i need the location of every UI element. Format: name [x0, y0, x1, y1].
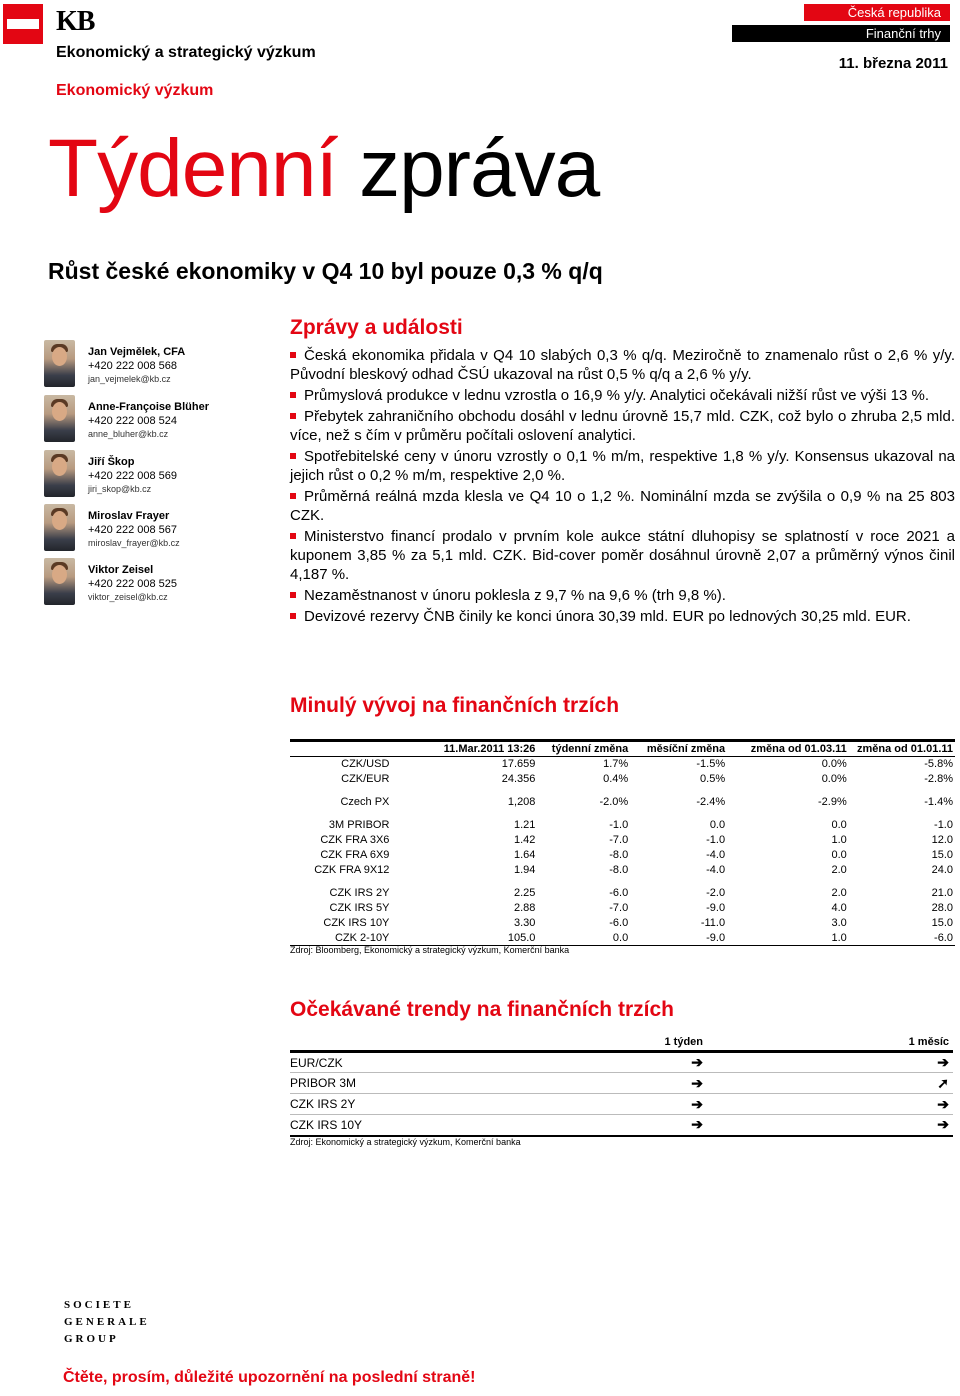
value-cell: -4.0: [706, 864, 726, 876]
table-row: [290, 848, 955, 863]
row-label: CZK IRS 5Y: [329, 902, 390, 914]
table-row: [290, 772, 955, 787]
photo-face: [52, 565, 67, 584]
table-row: [290, 886, 955, 901]
row-label: Czech PX: [340, 796, 390, 808]
news-text: Česká ekonomika přidala v Q4 10 slabých 0,3 % q/q. Meziročně to znamenalo růst o 2,6 % y/y. Původní bleskový odhad ČSÚ ukazoval na růst 0,5 % q/q a 2,6 % y/y.: [290, 347, 955, 383]
trend-label: PRIBOR 3M: [290, 1073, 450, 1094]
trend-month-arrow-icon: ➚: [707, 1073, 953, 1094]
bullet-square-icon: [290, 413, 296, 419]
market-table: [290, 739, 955, 946]
value-cell: 0.0: [831, 819, 847, 831]
analyst-email[interactable]: viktor_zeisel@kb.cz: [88, 592, 168, 602]
value-cell: 1.94: [514, 864, 536, 876]
market-label: Finanční trhy: [732, 25, 950, 42]
value-cell: 3.0: [831, 917, 847, 929]
analyst-photo: [44, 504, 75, 551]
analyst-photo: [44, 450, 75, 497]
market-heading: Minulý vývoj na finančních trzích: [290, 694, 620, 717]
analyst-name: Jan Vejmělek, CFA: [88, 346, 186, 358]
bullet-square-icon: [290, 533, 296, 539]
analyst-phone: +420 222 008 567: [88, 524, 178, 536]
analyst-email[interactable]: anne_bluher@kb.cz: [88, 429, 169, 439]
row-label: CZK/USD: [341, 758, 390, 771]
analyst-card: [44, 450, 274, 498]
trend-row: [290, 1115, 953, 1136]
analyst-name: Anne-Françoise Blüher: [88, 401, 210, 413]
headline: Růst české ekonomiky v Q4 10 byl pouze 0,3 % q/q: [48, 258, 603, 284]
department-title: Ekonomický a strategický výzkum: [56, 44, 316, 61]
news-item: [290, 386, 955, 405]
trend-month-arrow-icon: ➔: [707, 1094, 953, 1115]
value-cell: 2.0: [831, 887, 847, 899]
bullet-square-icon: [290, 392, 296, 398]
value-cell: 2.88: [514, 902, 536, 914]
analyst-name: Jiří Škop: [88, 456, 135, 468]
trend-month-arrow-icon: ➔: [707, 1115, 953, 1136]
country-label: Česká republika: [804, 4, 950, 21]
value-cell: -4.0: [706, 849, 726, 861]
value-cell: -2.4%: [696, 796, 726, 808]
trend-week-arrow-icon: ➔: [450, 1094, 707, 1115]
trend-month-arrow-icon: ➔: [707, 1052, 953, 1073]
group-spacer: [290, 787, 955, 795]
photo-face: [52, 347, 67, 366]
spacer-cell: [290, 810, 955, 818]
row-label: CZK IRS 10Y: [323, 917, 390, 929]
row-label: CZK 2-10Y: [290, 931, 403, 946]
spacer-cell: [290, 787, 955, 795]
analyst-photo: [44, 340, 75, 387]
spacer-cell: [290, 878, 955, 886]
trends-column-header: [290, 1034, 450, 1052]
analyst-card: [44, 504, 274, 552]
analyst-phone: +420 222 008 568: [88, 360, 178, 372]
value-cell: 0.0: [709, 819, 726, 831]
value-cell: 15.0: [931, 917, 953, 929]
market-column-header: týdenní změna: [537, 741, 630, 757]
value-cell: 3.30: [514, 917, 536, 929]
kb-logo-bar: [7, 19, 39, 29]
value-cell: -2.8%: [924, 773, 953, 785]
trend-week-arrow-icon: ➔: [450, 1052, 707, 1073]
trend-row: [290, 1073, 953, 1094]
value-cell: -2.0%: [599, 796, 629, 808]
value-cell: -5.8%: [924, 758, 953, 771]
trend-row: [290, 1052, 953, 1073]
subsection-title: Ekonomický výzkum: [56, 82, 214, 99]
table-row: [290, 795, 955, 810]
value-cell: -8.0: [609, 864, 629, 876]
value-cell: -9.0: [706, 902, 726, 914]
row-label: CZK/EUR: [341, 773, 390, 785]
trends-header-row: [290, 1034, 953, 1052]
title-part-red: Týdenní: [48, 123, 338, 214]
row-label: CZK IRS 2Y: [329, 887, 390, 899]
news-text: Nezaměstnanost v únoru poklesla z 9,7 % na 9,6 % (trh 9,8 %).: [304, 587, 726, 604]
news-text: Přebytek zahraničního obchodu dosáhl v lednu úrovně 15,7 mld. CZK, což bylo o zhruba 2,5 mld. více, než s čím v průměru počítali oslovení analytici.: [290, 408, 955, 444]
value-cell: 12.0: [931, 834, 953, 846]
societe-generale-line-3: GROUP: [64, 1333, 119, 1345]
trend-row: [290, 1094, 953, 1115]
value-cell: 24.0: [931, 864, 953, 876]
value-cell: 4.0: [831, 902, 847, 914]
trends-table: [290, 1034, 953, 1137]
trends-column-header: 1 měsíc: [707, 1034, 953, 1052]
analyst-phone: +420 222 008 569: [88, 470, 178, 482]
value-cell: 1.64: [514, 849, 536, 861]
photo-face: [52, 511, 67, 530]
analyst-email[interactable]: jiri_skop@kb.cz: [88, 484, 152, 494]
value-cell: 0.0: [831, 849, 847, 861]
news-item: [290, 487, 955, 525]
disclaimer-notice: Čtěte, prosím, důležité upozornění na poslední straně!: [63, 1369, 476, 1386]
value-cell: 2.25: [514, 887, 536, 899]
value-cell: -6.0: [849, 931, 955, 946]
group-spacer: [290, 810, 955, 818]
group-spacer: [290, 878, 955, 886]
row-label: 3M PRIBOR: [328, 819, 390, 831]
news-text: Devizové rezervy ČNB činily ke konci února 30,39 mld. EUR po lednových 30,25 mld. EUR.: [304, 608, 911, 625]
value-cell: -7.0: [609, 834, 629, 846]
analyst-email[interactable]: jan_vejmelek@kb.cz: [88, 374, 171, 384]
value-cell: 1.7%: [603, 758, 629, 771]
table-row: [290, 863, 955, 878]
row-label: CZK FRA 3X6: [320, 834, 390, 846]
bullet-square-icon: [290, 613, 296, 619]
bullet-square-icon: [290, 592, 296, 598]
market-column-header: změna od 01.01.11: [849, 741, 955, 757]
value-cell: -7.0: [609, 902, 629, 914]
row-label: CZK FRA 9X12: [314, 864, 390, 876]
value-cell: -11.0: [700, 917, 726, 929]
value-cell: -1.0: [934, 819, 953, 831]
value-cell: 1,208: [507, 796, 536, 808]
news-text: Ministerstvo financí prodalo v prvním kole aukce státní dluhopisy se splatností v roce 2021 a kuponem 3,85 % za 5,1 mld. CZK. Bid-cover poměr dosáhnul úrovně 2,07 a průměrný výnos činil 4,187 %.: [290, 528, 955, 583]
news-item: [290, 407, 955, 445]
table-row: [290, 901, 955, 916]
value-cell: 21.0: [931, 887, 953, 899]
value-cell: 28.0: [931, 902, 953, 914]
value-cell: 1.0: [727, 931, 849, 946]
trend-week-arrow-icon: ➔: [450, 1115, 707, 1136]
news-item: [290, 586, 955, 605]
title-part-black: zpráva: [337, 123, 600, 214]
value-cell: -2.0: [706, 887, 726, 899]
news-text: Průměrná reálná mzda klesla ve Q4 10 o 1,2 %. Nominální mzda se zvýšila o 0,9 % na 25 803 CZK.: [290, 488, 955, 524]
analyst-card: [44, 395, 274, 443]
news-item: [290, 607, 955, 626]
trends-column-header: 1 týden: [450, 1034, 707, 1052]
market-column-header: změna od 01.03.11: [727, 741, 849, 757]
analyst-card: [44, 558, 274, 606]
value-cell: 1.42: [514, 834, 536, 846]
value-cell: -1.0: [706, 834, 726, 846]
value-cell: 0.0: [537, 931, 630, 946]
bullet-square-icon: [290, 453, 296, 459]
market-source: Zdroj: Bloomberg, Ekonomický a strategický výzkum, Komerční banka: [290, 945, 570, 955]
societe-generale-line-2: GENERALE: [64, 1316, 150, 1328]
news-list: [290, 346, 955, 628]
trend-label: CZK IRS 10Y: [290, 1115, 450, 1136]
value-cell: 0.4%: [603, 773, 629, 785]
table-row: [290, 931, 955, 946]
market-column-header: 11.Mar.2011 13:26: [403, 741, 537, 757]
value-cell: -9.0: [630, 931, 727, 946]
trend-label: CZK IRS 2Y: [290, 1094, 450, 1115]
table-row: [290, 833, 955, 848]
bullet-square-icon: [290, 352, 296, 358]
value-cell: 1.21: [514, 819, 536, 831]
photo-face: [52, 402, 67, 421]
analyst-name: Viktor Zeisel: [88, 564, 154, 576]
bullet-square-icon: [290, 493, 296, 499]
value-cell: -8.0: [609, 849, 629, 861]
value-cell: 0.0%: [821, 758, 847, 771]
news-item: [290, 346, 955, 384]
value-cell: 24.356: [501, 773, 536, 785]
table-row: [290, 916, 955, 931]
value-cell: -1.5%: [696, 758, 726, 771]
trend-week-arrow-icon: ➔: [450, 1073, 707, 1094]
value-cell: -6.0: [609, 917, 629, 929]
news-text: Spotřebitelské ceny v únoru vzrostly o 0,1 % m/m, respektive 1,8 % y/y. Konsensus ukazoval na jejich růst o 0,2 % m/m, respektive 2,0 %.: [290, 448, 955, 484]
analyst-card: [44, 340, 274, 388]
photo-face: [52, 457, 67, 476]
value-cell: 1.0: [831, 834, 847, 846]
news-text: Průmyslová produkce v lednu vzrostla o 16,9 % y/y. Analytici očekávali nižší růst ve výši 13 %.: [304, 387, 929, 404]
page-title: [48, 123, 600, 214]
value-cell: 15.0: [931, 849, 953, 861]
trends-source: Zdroj: Ekonomický a strategický výzkum, Komerční banka: [290, 1137, 521, 1147]
societe-generale-line-1: SOCIETE: [64, 1299, 134, 1311]
news-heading: Zprávy a události: [290, 316, 463, 339]
trends-heading: Očekávané trendy na finančních trzích: [290, 998, 674, 1021]
market-column-header: [290, 741, 403, 757]
value-cell: 0.5%: [700, 773, 726, 785]
analyst-name: Miroslav Frayer: [88, 510, 170, 522]
value-cell: -6.0: [609, 887, 629, 899]
analyst-phone: +420 222 008 525: [88, 578, 178, 590]
news-item: [290, 447, 955, 485]
value-cell: -1.0: [609, 819, 629, 831]
market-column-header: měsíční změna: [630, 741, 727, 757]
table-row: [290, 818, 955, 833]
value-cell: -1.4%: [924, 796, 953, 808]
trend-label: EUR/CZK: [290, 1052, 450, 1073]
kb-logo-text: KB: [56, 6, 95, 37]
market-header-row: [290, 741, 955, 757]
value-cell: 2.0: [831, 864, 847, 876]
value-cell: 0.0%: [821, 773, 847, 785]
analyst-email[interactable]: miroslav_frayer@kb.cz: [88, 538, 180, 548]
report-date: 11. března 2011: [838, 55, 948, 72]
table-row: [290, 757, 955, 772]
row-label: CZK FRA 6X9: [320, 849, 390, 861]
value-cell: 17.659: [501, 758, 536, 771]
analyst-phone: +420 222 008 524: [88, 415, 178, 427]
news-item: [290, 527, 955, 584]
analyst-photo: [44, 558, 75, 605]
value-cell: -2.9%: [818, 796, 847, 808]
analyst-photo: [44, 395, 75, 442]
value-cell: 105.0: [403, 931, 537, 946]
